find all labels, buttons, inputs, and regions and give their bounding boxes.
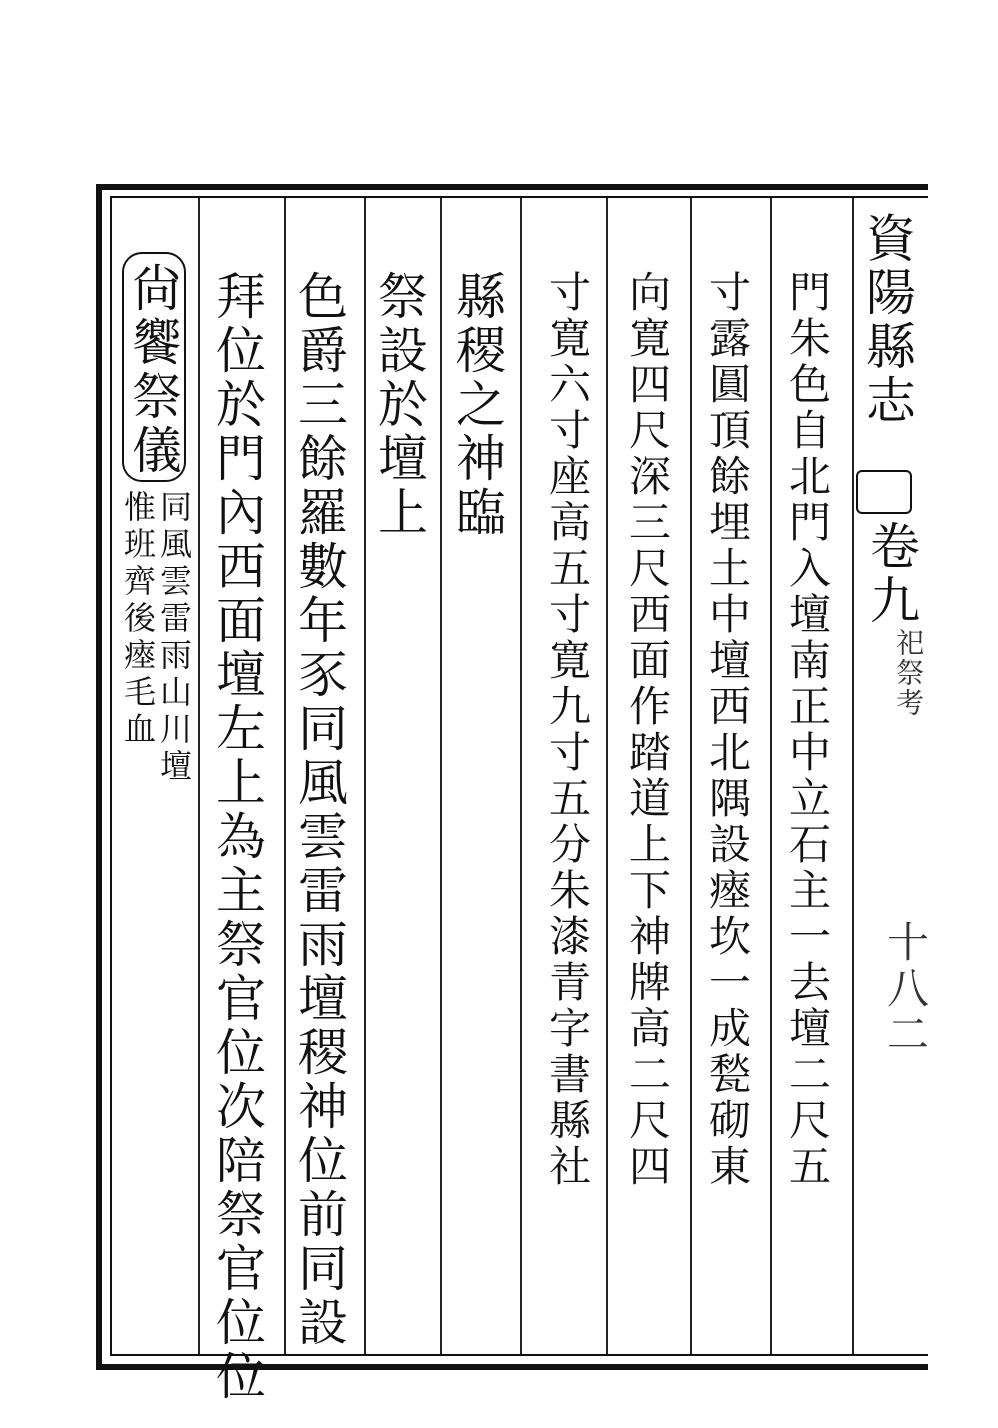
text-column-6a: 祭設於壇上 [370,270,428,540]
text-column-3: 向寛四尺深三尺西面作踏道上下神牌高二尺四 [623,270,672,1190]
column-rule [520,198,522,1354]
column-rule [606,198,608,1354]
section-marks: 祀祭考 [892,628,925,718]
column-rule [852,198,854,1354]
column-rule [364,198,366,1354]
note-column-b: 惟班齊後瘞毛血 [119,490,157,749]
column-rule [198,198,200,1354]
page-number: 十八二 [881,920,930,1058]
text-column-8: 拜位於門內西面壇左上為主祭官位次陪祭官位位 [208,270,266,1404]
column-rule [690,198,692,1354]
fish-tail-mark [856,470,912,514]
text-column-5a: 縣稷之神臨 [448,270,506,540]
text-column-2: 寸露圓頂餘埋土中壇西北隅設瘞坎一成甃砌東 [703,270,752,1190]
text-column-1: 門朱色自北門入壇南正中立石主一去壇二尺五 [783,270,832,1190]
column-rule [284,198,286,1354]
volume-label: 卷九 [862,520,920,628]
text-column-7: 色爵三餘羅數年豕同風雲雷雨壇稷神位前同設 [290,270,348,1350]
column-rule [770,198,772,1354]
note-column-a: 同風雲雷雨山川壇 [155,490,193,786]
book-title: 資陽縣志 [858,212,916,428]
column-rule [440,198,442,1354]
text-column-4: 寸寛六寸座高五寸寛九寸五分朱漆青字書縣社 [543,270,592,1190]
section-title: 尙饗祭儀 [124,262,182,478]
